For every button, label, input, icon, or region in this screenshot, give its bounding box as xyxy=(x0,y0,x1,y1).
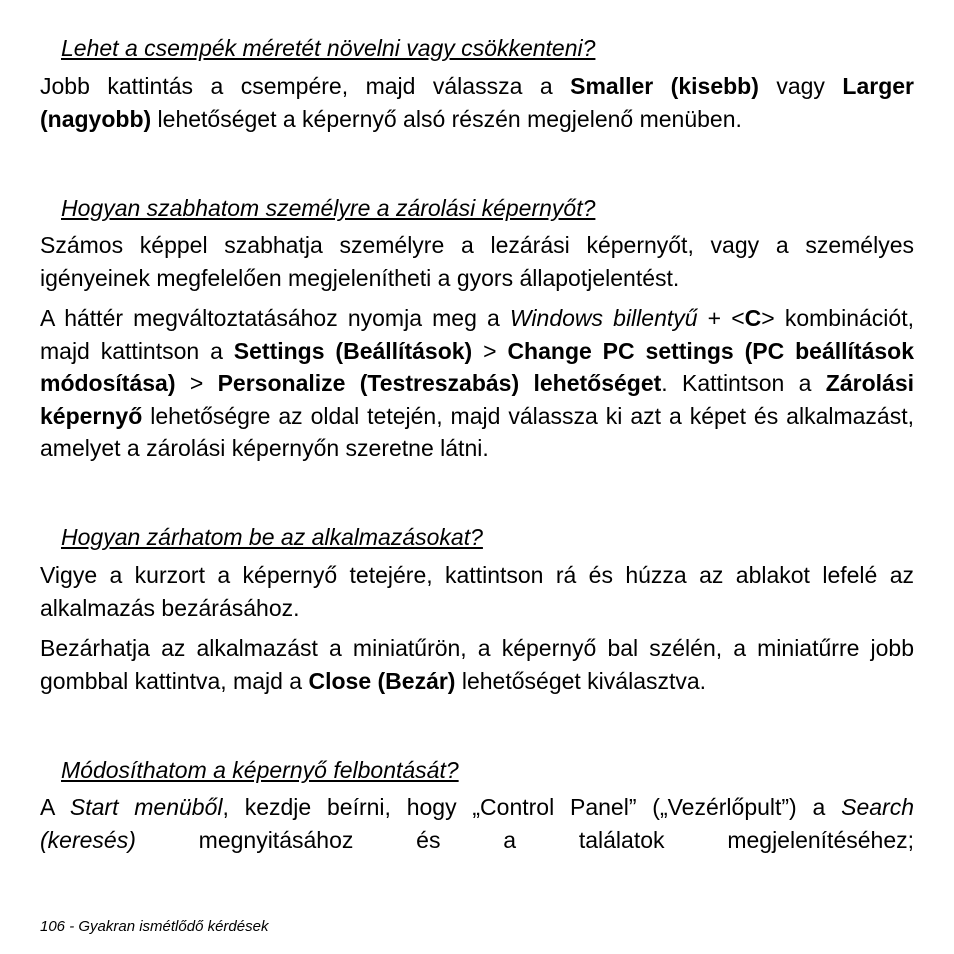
bold-text-run: Larger (nagyobb) xyxy=(40,73,914,132)
bold-text-run: Change PC settings (PC beállítások módosítása) xyxy=(40,337,915,396)
answer-close-apps-thumbnail xyxy=(40,632,914,697)
bold-text-run: Smaller (kisebb) xyxy=(570,73,759,99)
answer-lock-screen-background xyxy=(40,302,914,465)
text-run: lehetőségre az oldal tetején, majd válassza ki azt a képet és alkalmazást, amelyet a zárolási képernyőn szeretne látni. xyxy=(40,402,914,461)
text-run: Jobb kattintás a csempére, majd válassza a xyxy=(40,73,571,99)
bold-text-run: Close (Bezár) xyxy=(308,667,456,694)
text-run: > xyxy=(472,337,508,364)
text-run: , kezdje beírni, hogy „Control Panel” („Vezérlőpult”) a xyxy=(222,794,842,820)
question-close-apps: Hogyan zárhatom be az alkalmazásokat? xyxy=(61,524,483,550)
italic-text-run: Search (keresés) xyxy=(40,794,914,853)
text-run: A xyxy=(40,794,70,820)
text-run: Számos képpel szabhatja személyre a lezárási képernyőt, vagy a személyes igényeinek megfelelően megjelenítheti a gyors állapotjelentést. xyxy=(40,232,914,291)
italic-text-run: Start menüből xyxy=(69,794,223,820)
text-run: A háttér megváltoztatásához nyomja meg a xyxy=(40,305,510,331)
question-resolution: Módosíthatom a képernyő felbontását? xyxy=(61,757,459,783)
text-run: lehetőséget kiválasztva. xyxy=(455,667,707,694)
text-run: vagy xyxy=(758,73,843,99)
answer-resolution xyxy=(40,791,914,856)
bold-text-run: Personalize (Testreszabás) lehetőséget xyxy=(217,370,662,396)
text-run: lehetőséget a képernyő alsó részén megjelenő menüben. xyxy=(151,105,742,132)
text-run: > xyxy=(175,370,218,396)
text-run: Bezárhatja az alkalmazást a miniatűrön, a képernyő bal szélén, a miniatűrre jobb gombbal kattintva, majd a xyxy=(40,635,914,694)
question-tile-size: Lehet a csempék méretét növelni vagy csökkenteni? xyxy=(61,35,596,61)
bold-text-run: Zárolási képernyő xyxy=(40,370,915,429)
text-run: . Kattintson a xyxy=(661,370,826,396)
answer-tile-size xyxy=(40,70,914,135)
answer-close-apps-drag xyxy=(40,559,914,624)
text-run: Vigye a kurzort a képernyő tetejére, kattintson rá és húzza az ablakot lefelé az alkalmazás bezárásához. xyxy=(40,562,914,621)
question-lock-screen: Hogyan szabhatom személyre a zárolási képernyőt? xyxy=(61,195,596,221)
italic-text-run: Windows billentyű xyxy=(509,305,698,331)
text-run: megnyitásához és a találatok megjelenítéséhez; xyxy=(135,826,914,853)
text-run: + < xyxy=(697,305,745,331)
answer-lock-screen-intro xyxy=(40,229,914,294)
bold-text-run: C xyxy=(744,305,762,331)
page-footer: 106 - Gyakran ismétlődő kérdések xyxy=(40,918,269,935)
text-run: > kombinációt, majd kattintson a xyxy=(40,305,914,364)
bold-text-run: Settings (Beállítások) xyxy=(233,337,473,364)
